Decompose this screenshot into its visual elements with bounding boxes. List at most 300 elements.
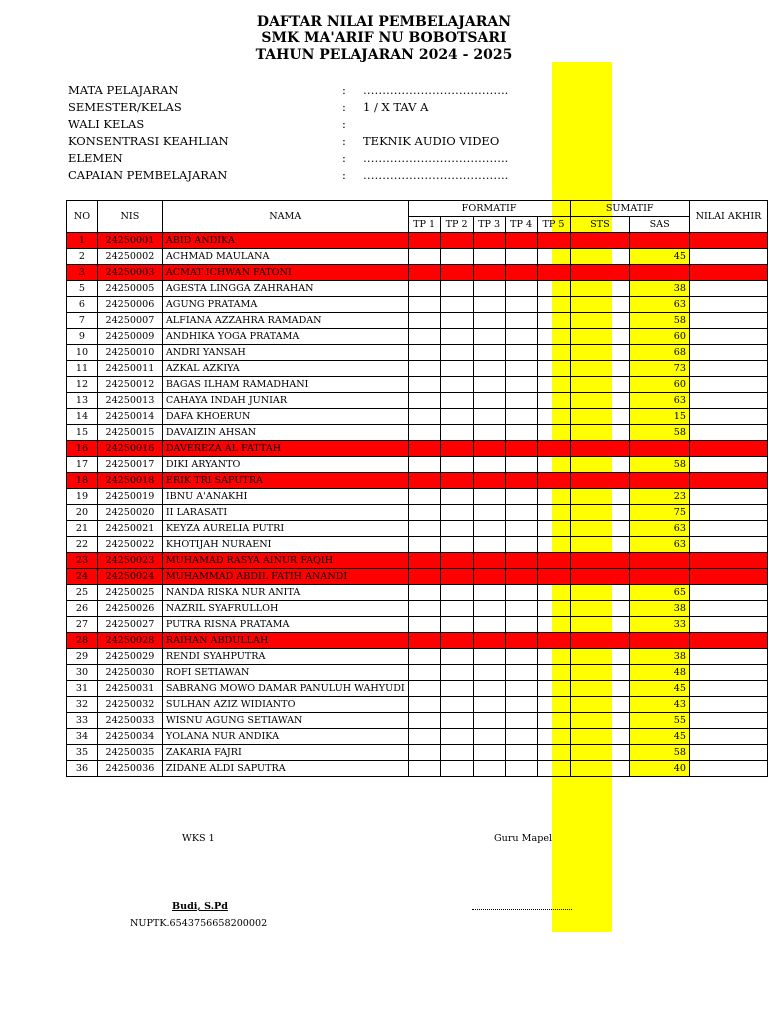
cell-tp4 (505, 761, 537, 777)
info-colon: : (342, 117, 346, 131)
cell-tp1 (408, 329, 440, 345)
cell-tp2 (440, 713, 473, 729)
cell-nilai-akhir (689, 441, 767, 457)
cell-nama: NANDA RISKA NUR ANITA (162, 585, 408, 601)
signer-id: NUPTK.6543756658200002 (130, 918, 268, 929)
cell-tp1 (408, 345, 440, 361)
info-label: CAPAIAN PEMBELAJARAN (68, 168, 228, 182)
cell-sts (570, 569, 630, 585)
cell-tp1 (408, 393, 440, 409)
cell-tp5 (537, 617, 570, 633)
cell-tp1 (408, 409, 440, 425)
cell-tp2 (440, 761, 473, 777)
cell-tp5 (537, 601, 570, 617)
cell-no: 22 (67, 537, 98, 553)
cell-tp2 (440, 297, 473, 313)
cell-sas (630, 473, 690, 489)
header-tp4: TP 4 (505, 217, 537, 233)
cell-tp3 (473, 729, 505, 745)
cell-tp1 (408, 473, 440, 489)
cell-nama: SABRANG MOWO DAMAR PANULUH WAHYUDI (162, 681, 408, 697)
cell-sas: 63 (630, 537, 690, 553)
cell-tp2 (440, 265, 473, 281)
cell-sts (570, 681, 630, 697)
cell-no: 26 (67, 601, 98, 617)
header-tp2: TP 2 (440, 217, 473, 233)
cell-tp3 (473, 713, 505, 729)
cell-sas: 45 (630, 249, 690, 265)
table-row (67, 393, 768, 409)
cell-nilai-akhir (689, 713, 767, 729)
cell-tp2 (440, 313, 473, 329)
cell-sts (570, 377, 630, 393)
cell-nama: AGESTA LINGGA ZAHRAHAN (162, 281, 408, 297)
table-row (67, 361, 768, 377)
table-row (67, 761, 768, 777)
cell-nama: MUHAMMAD ABDIL FATIH ANANDI (162, 569, 408, 585)
doc-title-1: DAFTAR NILAI PEMBELAJARAN (256, 14, 512, 30)
cell-no: 32 (67, 697, 98, 713)
info-label: ELEMEN (68, 151, 123, 165)
cell-tp4 (505, 569, 537, 585)
cell-tp1 (408, 569, 440, 585)
cell-tp5 (537, 473, 570, 489)
cell-tp5 (537, 329, 570, 345)
cell-tp4 (505, 409, 537, 425)
cell-nama: ANDHIKA YOGA PRATAMA (162, 329, 408, 345)
cell-no: 11 (67, 361, 98, 377)
cell-tp2 (440, 585, 473, 601)
cell-sts (570, 665, 630, 681)
info-colon: : (342, 134, 346, 148)
cell-tp1 (408, 601, 440, 617)
cell-tp1 (408, 585, 440, 601)
table-row (67, 425, 768, 441)
cell-nis: 24250026 (97, 601, 162, 617)
footer-right-title: Guru Mapel (494, 833, 553, 844)
cell-sas (630, 441, 690, 457)
cell-tp3 (473, 665, 505, 681)
cell-nama: WISNU AGUNG SETIAWAN (162, 713, 408, 729)
cell-sas: 60 (630, 377, 690, 393)
table-row (67, 457, 768, 473)
cell-tp3 (473, 457, 505, 473)
cell-tp3 (473, 345, 505, 361)
cell-sas: 23 (630, 489, 690, 505)
cell-nilai-akhir (689, 377, 767, 393)
cell-nilai-akhir (689, 361, 767, 377)
cell-tp1 (408, 377, 440, 393)
cell-sts (570, 713, 630, 729)
cell-sas: 38 (630, 281, 690, 297)
cell-sas (630, 265, 690, 281)
cell-nama: RENDI SYAHPUTRA (162, 649, 408, 665)
cell-no: 36 (67, 761, 98, 777)
cell-tp2 (440, 233, 473, 249)
cell-tp3 (473, 297, 505, 313)
header-sas: SAS (630, 217, 690, 233)
cell-sts (570, 457, 630, 473)
cell-tp3 (473, 537, 505, 553)
cell-tp5 (537, 265, 570, 281)
cell-nis: 24250035 (97, 745, 162, 761)
info-colon: : (342, 151, 346, 165)
cell-nilai-akhir (689, 649, 767, 665)
cell-tp5 (537, 521, 570, 537)
cell-no: 12 (67, 377, 98, 393)
cell-nis: 24250021 (97, 521, 162, 537)
cell-tp2 (440, 409, 473, 425)
table-row (67, 665, 768, 681)
cell-no: 14 (67, 409, 98, 425)
info-value: 1 / X TAV A (363, 100, 429, 114)
cell-tp4 (505, 313, 537, 329)
cell-sas: 15 (630, 409, 690, 425)
cell-tp4 (505, 617, 537, 633)
cell-no: 17 (67, 457, 98, 473)
cell-sas: 45 (630, 729, 690, 745)
info-value: TEKNIK AUDIO VIDEO (363, 134, 500, 148)
cell-sts (570, 649, 630, 665)
cell-no: 29 (67, 649, 98, 665)
cell-no: 5 (67, 281, 98, 297)
cell-tp3 (473, 697, 505, 713)
cell-no: 9 (67, 329, 98, 345)
cell-sts (570, 489, 630, 505)
cell-nilai-akhir (689, 233, 767, 249)
cell-nis: 24250020 (97, 505, 162, 521)
cell-nilai-akhir (689, 569, 767, 585)
table-row (67, 681, 768, 697)
cell-nis: 24250027 (97, 617, 162, 633)
cell-tp1 (408, 681, 440, 697)
cell-tp1 (408, 249, 440, 265)
cell-tp4 (505, 393, 537, 409)
cell-nilai-akhir (689, 601, 767, 617)
cell-nis: 24250016 (97, 441, 162, 457)
cell-tp5 (537, 313, 570, 329)
cell-tp5 (537, 281, 570, 297)
cell-tp1 (408, 633, 440, 649)
cell-nilai-akhir (689, 537, 767, 553)
cell-sas: 63 (630, 521, 690, 537)
cell-tp5 (537, 569, 570, 585)
table-row (67, 473, 768, 489)
footer-left-title: WKS 1 (182, 833, 215, 844)
cell-tp3 (473, 393, 505, 409)
cell-no: 16 (67, 441, 98, 457)
cell-nama: ACHMAD MAULANA (162, 249, 408, 265)
cell-tp2 (440, 537, 473, 553)
cell-tp3 (473, 521, 505, 537)
cell-sts (570, 297, 630, 313)
cell-nama: KEYZA AURELIA PUTRI (162, 521, 408, 537)
cell-tp2 (440, 745, 473, 761)
table-row (67, 409, 768, 425)
header-tp1: TP 1 (408, 217, 440, 233)
cell-nis: 24250034 (97, 729, 162, 745)
cell-no: 33 (67, 713, 98, 729)
doc-title-3: TAHUN PELAJARAN 2024 - 2025 (255, 47, 513, 63)
cell-tp5 (537, 393, 570, 409)
cell-nama: DAVEREZA AL FATTAH (162, 441, 408, 457)
cell-tp5 (537, 361, 570, 377)
table-row (67, 441, 768, 457)
header-sts: STS (570, 217, 630, 233)
cell-nilai-akhir (689, 681, 767, 697)
cell-tp3 (473, 361, 505, 377)
cell-tp2 (440, 553, 473, 569)
cell-nilai-akhir (689, 393, 767, 409)
cell-tp2 (440, 601, 473, 617)
cell-tp1 (408, 521, 440, 537)
cell-nilai-akhir (689, 281, 767, 297)
cell-nama: KHOTIJAH NURAENI (162, 537, 408, 553)
cell-nama: ZIDANE ALDI SAPUTRA (162, 761, 408, 777)
table-row (67, 729, 768, 745)
cell-sts (570, 617, 630, 633)
cell-tp5 (537, 249, 570, 265)
cell-sas: 38 (630, 649, 690, 665)
cell-sts (570, 441, 630, 457)
cell-tp2 (440, 377, 473, 393)
cell-sts (570, 249, 630, 265)
cell-tp4 (505, 601, 537, 617)
signer-name: Budi, S.Pd (172, 901, 228, 912)
cell-tp5 (537, 505, 570, 521)
cell-nis: 24250009 (97, 329, 162, 345)
cell-tp1 (408, 457, 440, 473)
table-row (67, 521, 768, 537)
cell-nilai-akhir (689, 761, 767, 777)
cell-tp1 (408, 361, 440, 377)
cell-nama: DAVAIZIN AHSAN (162, 425, 408, 441)
cell-tp2 (440, 473, 473, 489)
cell-nilai-akhir (689, 505, 767, 521)
cell-tp2 (440, 569, 473, 585)
cell-nama: AZKAL AZKIYA (162, 361, 408, 377)
cell-tp5 (537, 409, 570, 425)
cell-nama: AGUNG PRATAMA (162, 297, 408, 313)
cell-nis: 24250023 (97, 553, 162, 569)
cell-tp5 (537, 681, 570, 697)
cell-no: 20 (67, 505, 98, 521)
cell-tp3 (473, 265, 505, 281)
cell-tp2 (440, 681, 473, 697)
cell-no: 25 (67, 585, 98, 601)
cell-nama: DIKI ARYANTO (162, 457, 408, 473)
grade-table (66, 200, 768, 777)
cell-tp5 (537, 761, 570, 777)
header-tp3: TP 3 (473, 217, 505, 233)
info-label: WALI KELAS (68, 117, 145, 131)
info-label: KONSENTRASI KEAHLIAN (68, 134, 229, 148)
cell-nis: 24250032 (97, 697, 162, 713)
cell-nilai-akhir (689, 729, 767, 745)
cell-tp3 (473, 233, 505, 249)
table-row (67, 697, 768, 713)
cell-no: 23 (67, 553, 98, 569)
cell-nis: 24250015 (97, 425, 162, 441)
cell-nis: 24250030 (97, 665, 162, 681)
cell-sts (570, 233, 630, 249)
cell-sts (570, 409, 630, 425)
cell-sas: 38 (630, 601, 690, 617)
info-value: ……………………………….. (363, 151, 509, 165)
cell-tp4 (505, 441, 537, 457)
cell-tp3 (473, 761, 505, 777)
cell-sts (570, 393, 630, 409)
cell-no: 13 (67, 393, 98, 409)
info-value: ……………………………….. (363, 168, 509, 182)
cell-nama: NAZRIL SYAFRULLOH (162, 601, 408, 617)
cell-tp1 (408, 761, 440, 777)
cell-nilai-akhir (689, 489, 767, 505)
cell-tp3 (473, 553, 505, 569)
cell-tp5 (537, 665, 570, 681)
cell-tp2 (440, 281, 473, 297)
cell-tp3 (473, 377, 505, 393)
cell-tp4 (505, 553, 537, 569)
cell-tp4 (505, 697, 537, 713)
cell-no: 24 (67, 569, 98, 585)
table-row (67, 553, 768, 569)
header-nama: NAMA (162, 201, 408, 233)
cell-no: 10 (67, 345, 98, 361)
cell-tp1 (408, 281, 440, 297)
cell-sts (570, 585, 630, 601)
cell-tp2 (440, 361, 473, 377)
cell-no: 31 (67, 681, 98, 697)
cell-tp3 (473, 745, 505, 761)
cell-tp3 (473, 505, 505, 521)
cell-tp2 (440, 729, 473, 745)
cell-tp4 (505, 377, 537, 393)
cell-tp2 (440, 697, 473, 713)
cell-nis: 24250017 (97, 457, 162, 473)
cell-tp3 (473, 489, 505, 505)
table-row (67, 313, 768, 329)
cell-tp3 (473, 649, 505, 665)
cell-tp4 (505, 745, 537, 761)
table-row (67, 537, 768, 553)
cell-sts (570, 761, 630, 777)
cell-nis: 24250001 (97, 233, 162, 249)
info-colon: : (342, 83, 346, 97)
header-formatif: FORMATIF (408, 201, 570, 217)
cell-nilai-akhir (689, 249, 767, 265)
cell-sas: 33 (630, 617, 690, 633)
cell-tp4 (505, 425, 537, 441)
cell-nilai-akhir (689, 425, 767, 441)
cell-nama: ANDRI YANSAH (162, 345, 408, 361)
cell-sts (570, 281, 630, 297)
cell-sas: 68 (630, 345, 690, 361)
cell-tp5 (537, 345, 570, 361)
table-row (67, 505, 768, 521)
cell-tp4 (505, 457, 537, 473)
header-tp5: TP 5 (537, 217, 570, 233)
cell-tp5 (537, 553, 570, 569)
cell-nilai-akhir (689, 345, 767, 361)
table-row (67, 601, 768, 617)
cell-tp5 (537, 729, 570, 745)
cell-nilai-akhir (689, 585, 767, 601)
cell-sas: 58 (630, 745, 690, 761)
cell-nama: SULHAN AZIZ WIDIANTO (162, 697, 408, 713)
cell-nama: BAGAS ILHAM RAMADHANI (162, 377, 408, 393)
cell-tp1 (408, 729, 440, 745)
cell-tp2 (440, 665, 473, 681)
cell-tp3 (473, 569, 505, 585)
cell-nama: RAIHAN ABDULLAH (162, 633, 408, 649)
cell-no: 15 (67, 425, 98, 441)
cell-nilai-akhir (689, 409, 767, 425)
cell-nis: 24250006 (97, 297, 162, 313)
cell-nama: II LARASATI (162, 505, 408, 521)
cell-nama: ABID ANDIKA (162, 233, 408, 249)
table-row (67, 345, 768, 361)
cell-tp1 (408, 665, 440, 681)
cell-tp4 (505, 233, 537, 249)
cell-nilai-akhir (689, 313, 767, 329)
info-label: MATA PELAJARAN (68, 83, 179, 97)
cell-tp4 (505, 537, 537, 553)
cell-nis: 24250014 (97, 409, 162, 425)
cell-nilai-akhir (689, 745, 767, 761)
cell-tp3 (473, 601, 505, 617)
cell-nis: 24250022 (97, 537, 162, 553)
cell-nilai-akhir (689, 633, 767, 649)
cell-sas: 55 (630, 713, 690, 729)
cell-nis: 24250029 (97, 649, 162, 665)
cell-tp2 (440, 441, 473, 457)
table-row (67, 489, 768, 505)
cell-tp3 (473, 681, 505, 697)
cell-sas (630, 633, 690, 649)
cell-tp4 (505, 681, 537, 697)
cell-no: 3 (67, 265, 98, 281)
cell-tp3 (473, 425, 505, 441)
cell-tp5 (537, 697, 570, 713)
cell-tp2 (440, 393, 473, 409)
table-row (67, 249, 768, 265)
cell-nis: 24250018 (97, 473, 162, 489)
cell-sas: 75 (630, 505, 690, 521)
cell-nama: ROFI SETIAWAN (162, 665, 408, 681)
cell-nilai-akhir (689, 521, 767, 537)
cell-tp5 (537, 745, 570, 761)
cell-tp4 (505, 265, 537, 281)
cell-no: 21 (67, 521, 98, 537)
cell-sas: 45 (630, 681, 690, 697)
info-label: SEMESTER/KELAS (68, 100, 182, 114)
table-row (67, 633, 768, 649)
cell-tp4 (505, 489, 537, 505)
cell-nama: ERIK TRI SAPUTRA (162, 473, 408, 489)
cell-tp2 (440, 505, 473, 521)
cell-nis: 24250031 (97, 681, 162, 697)
cell-nis: 24250012 (97, 377, 162, 393)
cell-tp4 (505, 649, 537, 665)
cell-no: 2 (67, 249, 98, 265)
cell-nis: 24250010 (97, 345, 162, 361)
cell-nis: 24250028 (97, 633, 162, 649)
cell-tp4 (505, 585, 537, 601)
cell-nilai-akhir (689, 297, 767, 313)
cell-nis: 24250024 (97, 569, 162, 585)
cell-tp5 (537, 441, 570, 457)
